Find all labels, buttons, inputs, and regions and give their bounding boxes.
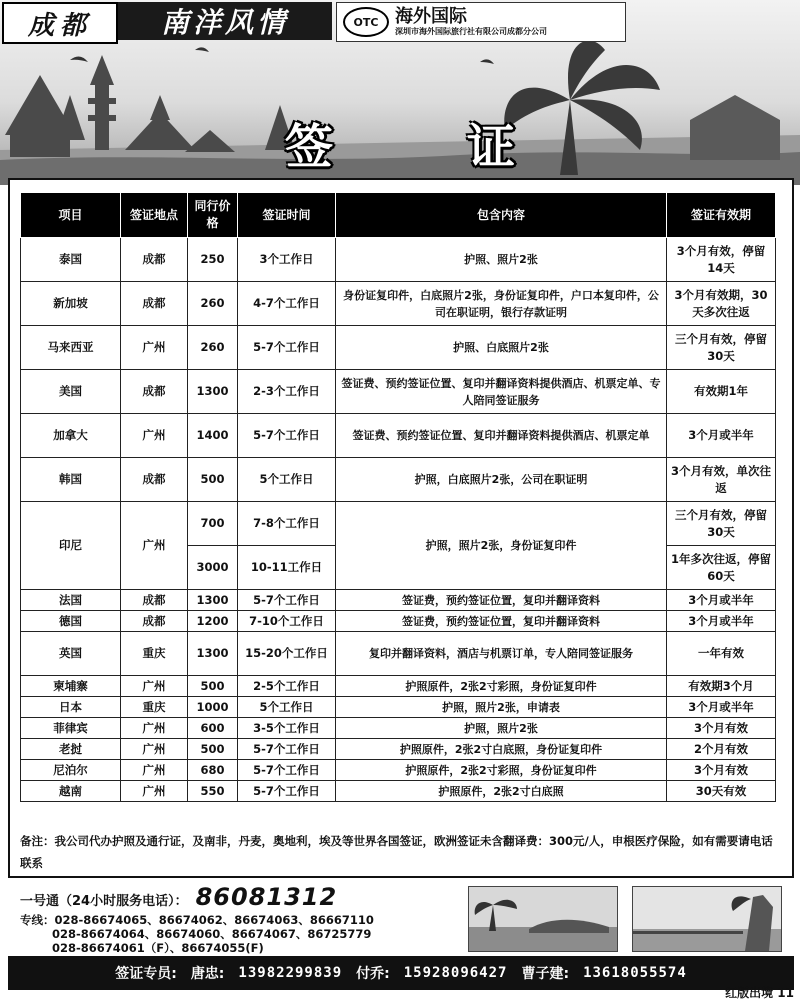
title-char-1: 签 — [285, 119, 334, 175]
otc-logo: OTC — [343, 7, 389, 37]
cell-content: 护照原件，2张2寸白底照 — [336, 781, 667, 802]
cell-place: 广州 — [121, 414, 188, 458]
staff-name: 曹子建: — [521, 966, 570, 982]
city-label: 成都 — [2, 2, 118, 44]
staff-phone[interactable]: 15928096427 — [403, 965, 508, 981]
header-item: 项目 — [21, 193, 121, 238]
cell-price: 1400 — [188, 414, 238, 458]
table-row — [21, 458, 776, 502]
cell-country: 美国 — [21, 370, 121, 414]
cell-place: 成都 — [121, 282, 188, 326]
cell-country: 马来西亚 — [21, 326, 121, 370]
cell-country: 加拿大 — [21, 414, 121, 458]
table-row — [21, 370, 776, 414]
header-validity: 签证有效期 — [667, 193, 776, 238]
page-title — [285, 108, 515, 175]
phone-lines — [20, 913, 450, 955]
cell-content: 复印并翻译资料，酒店与机票订单，专人陪同签证服务 — [336, 632, 667, 676]
table-row — [21, 238, 776, 282]
cell-content: 签证费、预约签证位置、复印并翻译资料提供酒店、机票定单 — [336, 414, 667, 458]
cell-content: 护照，照片2张，申请表 — [336, 697, 667, 718]
cell-time: 3个工作日 — [238, 238, 336, 282]
staff-name: 付乔: — [356, 966, 390, 982]
staff-label: 签证专员: — [115, 966, 177, 982]
remarks-note: 备注：我公司代办护照及通行证，及南非，丹麦，奥地利，埃及等世界各国签证，欧洲签证未含翻译费：300元/人，申根医疗保险，如有需要请电话联系 — [20, 834, 773, 870]
beach-photo — [468, 886, 618, 952]
table-row — [21, 632, 776, 676]
staff-phone[interactable]: 13982299839 — [238, 965, 343, 981]
cell-validity: 有效期1年 — [667, 370, 776, 414]
cell-place: 广州 — [121, 502, 188, 590]
cell-place: 成都 — [121, 590, 188, 611]
cell-country: 菲律宾 — [21, 718, 121, 739]
cell-price: 500 — [188, 676, 238, 697]
header-price: 同行价格 — [188, 193, 238, 238]
page-footer: 红版出境 11 — [725, 986, 794, 1000]
cell-validity: 3个月有效期，30天多次往返 — [667, 282, 776, 326]
cell-validity: 有效期3个月 — [667, 676, 776, 697]
cell-time: 5-7个工作日 — [238, 739, 336, 760]
staff-phone[interactable]: 13618055574 — [583, 965, 687, 981]
cell-place: 广州 — [121, 760, 188, 781]
cell-price: 1300 — [188, 590, 238, 611]
visa-staff-bar — [8, 956, 794, 990]
cell-place: 成都 — [121, 458, 188, 502]
cell-price: 260 — [188, 282, 238, 326]
header-place: 签证地点 — [121, 193, 188, 238]
cell-price: 500 — [188, 458, 238, 502]
cell-country: 英国 — [21, 632, 121, 676]
cell-content: 护照，照片2张，身份证复印件 — [336, 502, 667, 590]
cell-place: 广州 — [121, 781, 188, 802]
cell-validity: 三个月有效，停留30天 — [667, 502, 776, 546]
header-banner — [0, 0, 800, 185]
cell-time: 5-7个工作日 — [238, 326, 336, 370]
cell-country: 新加坡 — [21, 282, 121, 326]
cell-time: 3-5个工作日 — [238, 718, 336, 739]
contact-block — [20, 883, 450, 955]
cell-country: 日本 — [21, 697, 121, 718]
cell-validity: 三个月有效，停留30天 — [667, 326, 776, 370]
cell-price: 550 — [188, 781, 238, 802]
cell-place: 广州 — [121, 326, 188, 370]
table-row — [21, 611, 776, 632]
cell-time: 5个工作日 — [238, 697, 336, 718]
tagline-label: 南洋风情 — [118, 2, 332, 40]
cell-price: 250 — [188, 238, 238, 282]
cell-validity: 3个月或半年 — [667, 611, 776, 632]
cell-validity: 1年多次往返，停留60天 — [667, 546, 776, 590]
cell-content: 护照、白底照片2张 — [336, 326, 667, 370]
phone-line: 专线：028-86674065、86674062、86674063、86667110 — [20, 913, 374, 927]
cell-validity: 30天有效 — [667, 781, 776, 802]
resort-photo — [632, 886, 782, 952]
cell-time: 15-20个工作日 — [238, 632, 336, 676]
cell-place: 成都 — [121, 238, 188, 282]
cell-validity: 3个月有效，停留14天 — [667, 238, 776, 282]
cell-validity: 3个月有效，单次往返 — [667, 458, 776, 502]
hotline-number[interactable]: 86081312 — [195, 883, 338, 911]
beach-photo-art — [469, 887, 617, 951]
cell-time: 10-11工作日 — [238, 546, 336, 590]
table-row — [21, 282, 776, 326]
agency-name: 海外国际 — [395, 5, 467, 27]
cell-time: 5-7个工作日 — [238, 414, 336, 458]
cell-validity: 2个月有效 — [667, 739, 776, 760]
cell-place: 成都 — [121, 370, 188, 414]
table-row — [21, 697, 776, 718]
hotline-label: 一号通（24小时服务电话）： — [20, 894, 188, 909]
cell-content: 护照原件，2张2寸白底照，身份证复印件 — [336, 739, 667, 760]
table-row — [21, 676, 776, 697]
cell-time: 5-7个工作日 — [238, 781, 336, 802]
cell-country: 越南 — [21, 781, 121, 802]
header-content: 包含内容 — [336, 193, 667, 238]
phone-line: 028-86674061（F）、86674055(F) — [52, 941, 264, 955]
cell-validity: 3个月或半年 — [667, 414, 776, 458]
cell-place: 成都 — [121, 611, 188, 632]
cell-time: 5-7个工作日 — [238, 760, 336, 781]
table-row — [21, 590, 776, 611]
table-row — [21, 718, 776, 739]
cell-place: 广州 — [121, 718, 188, 739]
cell-price: 500 — [188, 739, 238, 760]
table-row — [21, 739, 776, 760]
cell-country: 印尼 — [21, 502, 121, 590]
agency-logo-block — [336, 2, 626, 42]
cell-country: 法国 — [21, 590, 121, 611]
hotline-row — [20, 883, 450, 911]
cell-validity: 一年有效 — [667, 632, 776, 676]
cell-validity: 3个月或半年 — [667, 590, 776, 611]
title-char-2: 证 — [466, 119, 515, 175]
cell-place: 广州 — [121, 676, 188, 697]
cell-time: 2-3个工作日 — [238, 370, 336, 414]
cell-price: 3000 — [188, 546, 238, 590]
cell-content: 护照、照片2张 — [336, 238, 667, 282]
resort-photo-art — [633, 887, 781, 951]
agency-subtitle: 深圳市海外国际旅行社有限公司成都分公司 — [395, 26, 547, 36]
cell-content: 护照原件，2张2寸彩照，身份证复印件 — [336, 760, 667, 781]
visa-table — [20, 192, 776, 802]
cell-content: 签证费，预约签证位置，复印并翻译资料 — [336, 590, 667, 611]
cell-country: 老挝 — [21, 739, 121, 760]
cell-price: 1200 — [188, 611, 238, 632]
table-header-row — [21, 193, 776, 238]
table-row — [21, 326, 776, 370]
cell-price: 1000 — [188, 697, 238, 718]
cell-content: 护照，照片2张 — [336, 718, 667, 739]
cell-validity: 3个月或半年 — [667, 697, 776, 718]
cell-content: 签证费，预约签证位置，复印并翻译资料 — [336, 611, 667, 632]
cell-content: 身份证复印件，白底照片2张，身份证复印件，户口本复印件，公司在职证明，银行存款证明 — [336, 282, 667, 326]
cell-place: 重庆 — [121, 632, 188, 676]
cell-price: 1300 — [188, 632, 238, 676]
cell-price: 260 — [188, 326, 238, 370]
cell-validity: 3个月有效 — [667, 718, 776, 739]
phone-line: 028-86674064、86674060、86674067、86725779 — [52, 927, 372, 941]
cell-validity: 3个月有效 — [667, 760, 776, 781]
staff-name: 唐忠: — [190, 966, 225, 982]
cell-country: 泰国 — [21, 238, 121, 282]
cell-time: 7-10个工作日 — [238, 611, 336, 632]
cell-content: 签证费、预约签证位置、复印并翻译资料提供酒店、机票定单、专人陪同签证服务 — [336, 370, 667, 414]
cell-country: 尼泊尔 — [21, 760, 121, 781]
cell-time: 2-5个工作日 — [238, 676, 336, 697]
cell-content: 护照，白底照片2张，公司在职证明 — [336, 458, 667, 502]
cell-price: 1300 — [188, 370, 238, 414]
table-row — [21, 502, 776, 546]
cell-time: 7-8个工作日 — [238, 502, 336, 546]
cell-content: 护照原件，2张2寸彩照，身份证复印件 — [336, 676, 667, 697]
cell-price: 600 — [188, 718, 238, 739]
cell-price: 680 — [188, 760, 238, 781]
cell-time: 4-7个工作日 — [238, 282, 336, 326]
table-row — [21, 760, 776, 781]
cell-country: 柬埔寨 — [21, 676, 121, 697]
header-time: 签证时间 — [238, 193, 336, 238]
cell-price: 700 — [188, 502, 238, 546]
table-row — [21, 781, 776, 802]
cell-place: 重庆 — [121, 697, 188, 718]
table-row — [21, 414, 776, 458]
cell-time: 5个工作日 — [238, 458, 336, 502]
cell-time: 5-7个工作日 — [238, 590, 336, 611]
cell-place: 广州 — [121, 739, 188, 760]
cell-country: 韩国 — [21, 458, 121, 502]
cell-country: 德国 — [21, 611, 121, 632]
